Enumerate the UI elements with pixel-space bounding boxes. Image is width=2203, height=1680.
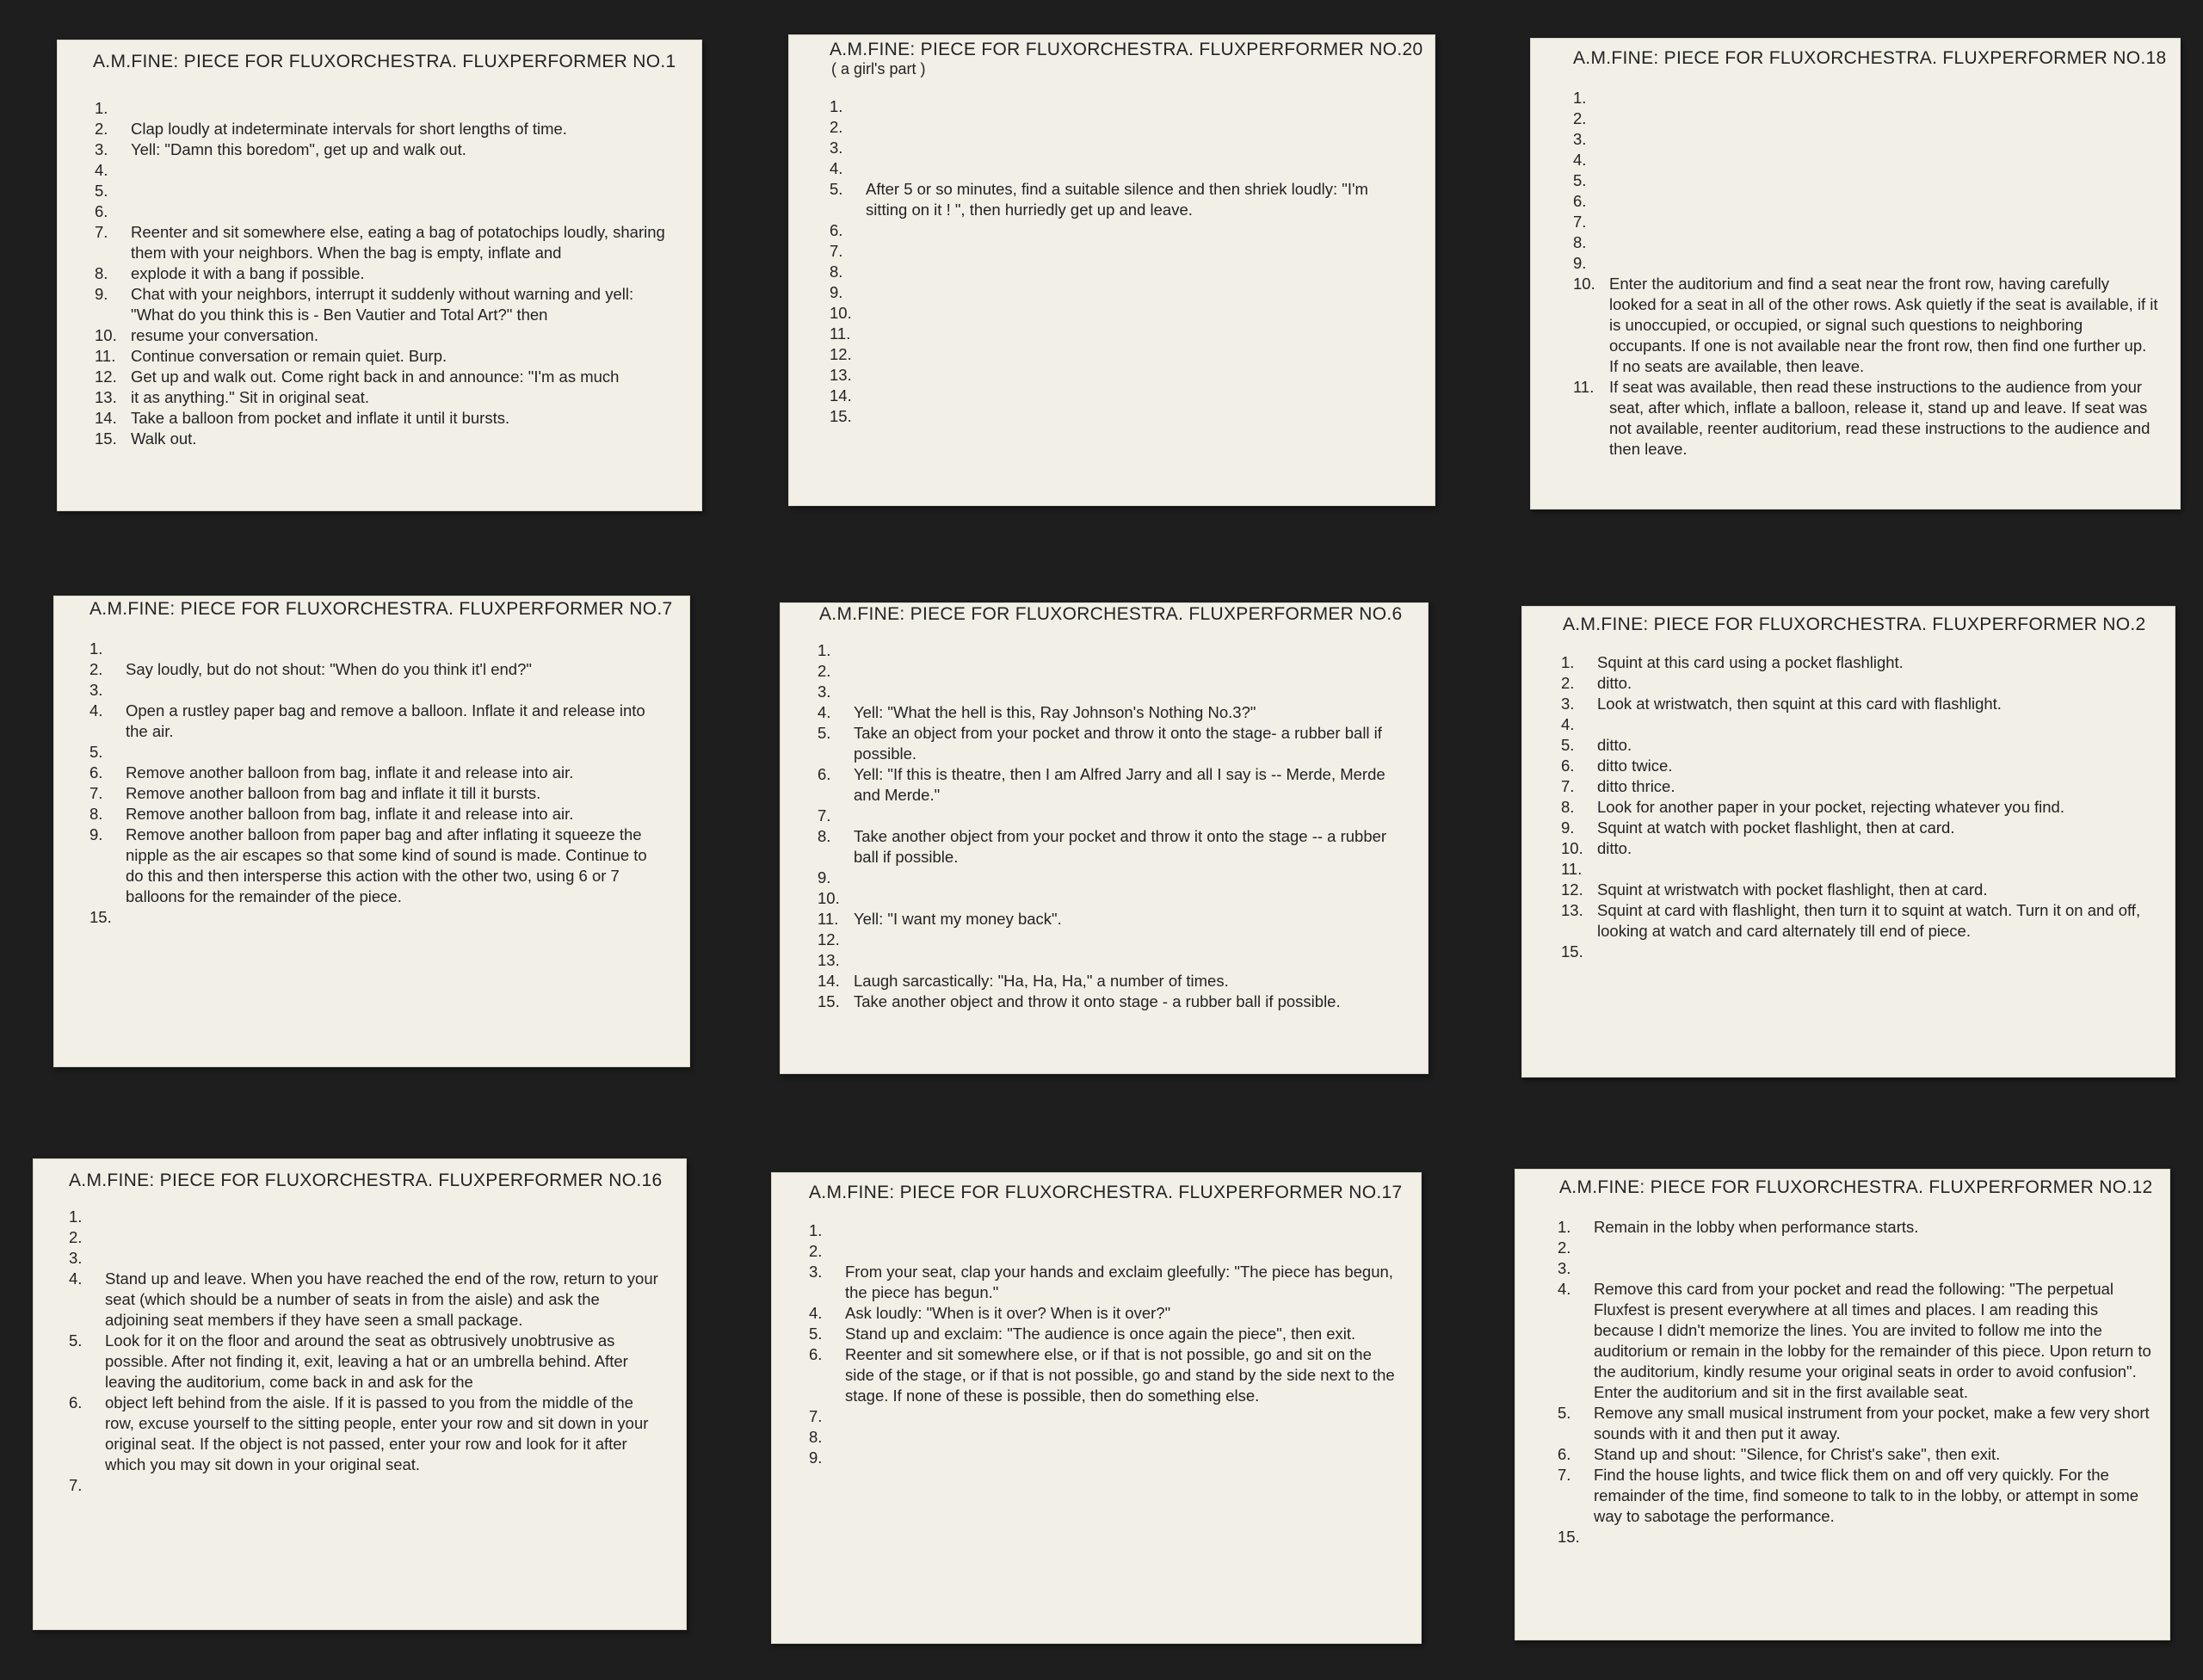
instruction-line <box>1561 735 2155 756</box>
instruction-text: explode it with a bang if possible. <box>131 264 365 282</box>
instruction-number: 8. <box>95 264 108 282</box>
instruction-text: Look at wristwatch, then squint at this card with flashlight. <box>1597 695 2002 713</box>
instruction-line <box>818 888 1411 909</box>
instruction-line <box>95 346 671 367</box>
card-instructions <box>1573 88 2158 460</box>
instruction-text: Squint at card with flashlight, then turn it to squint at watch. Turn it on and off, looking at watch and card alternately till end of piece. <box>1597 901 2141 940</box>
instruction-line <box>89 825 668 907</box>
instruction-line <box>1558 1258 2151 1279</box>
instruction-text: Find the house lights, and twice flick them on and off very quickly. For the remainder of the time, find someone to talk to in the lobby, or attempt in some way to sabotage the performance. <box>1594 1466 2139 1525</box>
instruction-line <box>1561 818 2155 838</box>
instruction-line <box>830 179 1398 220</box>
instruction-text: Remove another balloon from bag and inflate it till it bursts. <box>126 784 541 802</box>
instruction-line <box>95 263 671 284</box>
instruction-line <box>95 408 671 429</box>
instruction-line <box>1561 714 2155 735</box>
instruction-number: 6. <box>89 763 103 781</box>
instruction-number: 3. <box>95 140 108 158</box>
instruction-number: 10. <box>1573 275 1595 293</box>
instruction-line <box>1561 652 2155 673</box>
instruction-line <box>89 659 668 680</box>
instruction-line <box>809 1241 1403 1262</box>
instruction-text: From your seat, clap your hands and exclaim gleefully: "The piece has begun, the piece has begun." <box>845 1263 1393 1301</box>
instruction-number: 7. <box>95 223 108 241</box>
instruction-number: 2. <box>830 118 843 136</box>
instruction-number: 1. <box>95 99 108 117</box>
instruction-text: Stand up and leave. When you have reached the end of the row, return to your seat (which should be a number of seats in from the aisle) and ask the adjoining seat members if they have seen a small package. <box>105 1269 658 1329</box>
card-title: A.M.FINE: PIECE FOR FLUXORCHESTRA. FLUXPERFORMER NO.20 <box>830 40 1423 59</box>
instruction-line <box>818 764 1411 806</box>
card-performer-20 <box>788 34 1435 506</box>
card-performer-1 <box>57 40 702 511</box>
instruction-text: Reenter and sit somewhere else, eating a bag of potatochips loudly, sharing them with your neighbors. When the bag is empty, inflate and <box>131 223 665 262</box>
instruction-text: Take another object from your pocket and throw it onto the stage -- a rubber ball if possible. <box>854 827 1387 866</box>
instruction-line <box>830 262 1398 282</box>
instruction-number: 12. <box>1561 880 1583 899</box>
instruction-line <box>830 220 1398 241</box>
instruction-number: 4. <box>1573 151 1587 169</box>
instruction-line <box>1573 274 2158 377</box>
instruction-number: 4. <box>830 159 843 177</box>
card-instructions <box>89 639 668 928</box>
instruction-number: 13. <box>818 951 840 969</box>
instruction-line <box>95 222 671 263</box>
card-instructions <box>69 1207 663 1496</box>
instruction-line <box>830 406 1398 427</box>
instruction-line <box>89 907 668 928</box>
instruction-line <box>1558 1444 2151 1465</box>
instruction-number: 6. <box>1558 1445 1571 1463</box>
instruction-number: 13. <box>1561 901 1583 919</box>
instruction-line <box>830 282 1398 303</box>
instruction-number: 12. <box>818 930 840 948</box>
instruction-number: 6. <box>830 221 843 239</box>
instruction-line <box>830 324 1398 344</box>
instruction-number: 2. <box>1558 1238 1571 1257</box>
instruction-line <box>69 1248 663 1269</box>
card-title: A.M.FINE: PIECE FOR FLUXORCHESTRA. FLUXPERFORMER NO.17 <box>809 1183 1403 1202</box>
instruction-line <box>809 1406 1403 1427</box>
instruction-line <box>95 367 671 387</box>
instruction-text: Get up and walk out. Come right back in and announce: "I'm as much <box>131 368 620 386</box>
instruction-text: it as anything." Sit in original seat. <box>131 388 370 406</box>
instruction-line <box>95 325 671 346</box>
instruction-text: If seat was available, then read these instructions to the audience from your seat, after which, inflate a balloon, release it, stand up and leave. If seat was not available, reenter auditorium, read these instructions to the audience and then leave. <box>1609 378 2151 458</box>
instruction-line <box>89 639 668 659</box>
card-instructions <box>95 98 671 449</box>
instruction-line <box>830 344 1398 365</box>
instruction-line <box>1558 1217 2151 1238</box>
instruction-line <box>1573 253 2158 274</box>
instruction-text: Say loudly, but do not shout: "When do you think it'l end?" <box>126 660 532 678</box>
instruction-text: Stand up and shout: "Silence, for Christ's sake", then exit. <box>1594 1445 2001 1463</box>
instruction-number: 5. <box>1561 736 1575 754</box>
instruction-number: 5. <box>69 1331 83 1350</box>
instruction-text: ditto twice. <box>1597 757 1673 775</box>
card-performer-7 <box>53 596 690 1067</box>
instruction-number: 7. <box>69 1476 83 1494</box>
instruction-number: 9. <box>95 285 108 303</box>
instruction-line <box>1561 900 2155 942</box>
card-title: A.M.FINE: PIECE FOR FLUXORCHESTRA. FLUXPERFORMER NO.1 <box>93 52 676 71</box>
instruction-text: After 5 or so minutes, find a suitable silence and then shriek loudly: "I'm sitting on it ! ", then hurriedly get up and leave. <box>866 180 1368 219</box>
instruction-line <box>818 682 1411 702</box>
instruction-number: 2. <box>95 120 108 138</box>
instruction-line <box>818 909 1411 930</box>
instruction-line <box>1573 129 2158 150</box>
instruction-text: Take an object from your pocket and throw it onto the stage- a rubber ball if possible. <box>854 724 1382 763</box>
card-title: A.M.FINE: PIECE FOR FLUXORCHESTRA. FLUXPERFORMER NO.7 <box>89 599 673 619</box>
instruction-number: 12. <box>830 345 852 363</box>
instruction-number: 4. <box>89 701 103 720</box>
instruction-text: Continue conversation or remain quiet. Burp. <box>131 347 447 365</box>
instruction-line <box>89 680 668 701</box>
instruction-number: 1. <box>1561 653 1575 671</box>
instruction-number: 7. <box>1558 1466 1571 1484</box>
instruction-line <box>830 158 1398 179</box>
instruction-line <box>809 1324 1403 1344</box>
instruction-number: 3. <box>1561 695 1575 713</box>
instruction-line <box>89 783 668 804</box>
instruction-line <box>809 1303 1403 1324</box>
instruction-text: ditto. <box>1597 839 1632 857</box>
card-performer-2 <box>1521 606 2175 1078</box>
instruction-number: 8. <box>809 1428 823 1446</box>
instruction-number: 5. <box>89 743 103 761</box>
instruction-number: 2. <box>1573 109 1587 127</box>
instruction-number: 6. <box>69 1393 83 1411</box>
instruction-text: Squint at this card using a pocket flashlight. <box>1597 653 1904 671</box>
instruction-number: 15. <box>1561 942 1583 960</box>
instruction-line <box>830 117 1398 138</box>
instruction-number: 4. <box>1561 715 1575 733</box>
instruction-number: 2. <box>69 1228 83 1246</box>
instruction-line <box>818 702 1411 723</box>
instruction-line <box>95 429 671 449</box>
card-instructions <box>830 96 1398 427</box>
instruction-number: 7. <box>818 806 831 825</box>
instruction-line <box>1573 170 2158 191</box>
instruction-line <box>830 241 1398 262</box>
instruction-number: 14. <box>818 972 840 990</box>
card-performer-12 <box>1515 1169 2170 1640</box>
instruction-line <box>830 365 1398 386</box>
instruction-text: Remain in the lobby when performance starts. <box>1594 1218 1919 1236</box>
instruction-number: 6. <box>1561 757 1575 775</box>
instruction-line <box>95 139 671 160</box>
instruction-line <box>1561 838 2155 859</box>
instruction-line <box>1561 756 2155 776</box>
instruction-number: 15. <box>818 992 840 1010</box>
instruction-line <box>818 991 1411 1012</box>
instruction-number: 8. <box>830 262 843 281</box>
instruction-number: 5. <box>809 1325 823 1343</box>
instruction-text: Stand up and exclaim: "The audience is once again the piece", then exit. <box>845 1325 1356 1343</box>
instruction-number: 1. <box>1558 1218 1571 1236</box>
instruction-number: 13. <box>830 366 852 384</box>
instruction-line <box>830 138 1398 158</box>
instruction-number: 9. <box>89 825 103 843</box>
instruction-number: 3. <box>1558 1259 1571 1277</box>
instruction-text: Remove another balloon from paper bag and after inflating it squeeze the nipple as the air escapes so that some kind of sound is made. Continue to do this and then intersperse this action with the other two, using 6 or 7 balloons for the remainder of the piece. <box>126 825 647 905</box>
instruction-line <box>1558 1238 2151 1258</box>
instruction-text: Yell: "Damn this boredom", get up and walk out. <box>131 140 466 158</box>
instruction-line <box>818 950 1411 971</box>
instruction-number: 8. <box>1573 233 1587 251</box>
instruction-line <box>1558 1279 2151 1403</box>
instruction-number: 11. <box>830 324 851 343</box>
instruction-number: 8. <box>89 805 103 823</box>
card-instructions <box>1558 1217 2151 1547</box>
instruction-line <box>818 930 1411 950</box>
instruction-number: 4. <box>95 161 108 179</box>
instruction-number: 5. <box>1573 171 1587 189</box>
instruction-text: ditto. <box>1597 674 1632 692</box>
card-instructions <box>818 640 1411 1012</box>
instruction-number: 10. <box>830 304 852 322</box>
instruction-text: Look for another paper in your pocket, rejecting whatever you find. <box>1597 798 2064 816</box>
instruction-line <box>89 763 668 783</box>
instruction-number: 1. <box>830 97 843 115</box>
instruction-number: 3. <box>69 1249 83 1267</box>
instruction-number: 8. <box>818 827 831 845</box>
instruction-line <box>95 98 671 119</box>
instruction-number: 9. <box>809 1448 823 1467</box>
instruction-text: Yell: "I want my money back". <box>854 910 1062 928</box>
instruction-line <box>69 1475 663 1496</box>
instruction-line <box>95 181 671 201</box>
instruction-line <box>1558 1403 2151 1444</box>
instruction-number: 7. <box>1573 213 1587 231</box>
instruction-number: 4. <box>1558 1280 1571 1298</box>
instruction-number: 1. <box>1573 89 1587 107</box>
instruction-number: 9. <box>830 283 843 301</box>
instruction-number: 9. <box>1561 818 1575 837</box>
instruction-line <box>1561 673 2155 694</box>
instruction-text: ditto thrice. <box>1597 777 1675 795</box>
instruction-text: Walk out. <box>131 429 197 448</box>
instruction-text: Take a balloon from pocket and inflate it until it bursts. <box>131 409 510 427</box>
instruction-number: 7. <box>1561 777 1575 795</box>
instruction-text: Look for it on the floor and around the seat as obtrusively unobtrusive as possible. After not finding it, exit, leaving a hat or an umbrella behind. After leaving the auditorium, come back in and ask for the <box>105 1331 628 1391</box>
instruction-line <box>1573 108 2158 129</box>
card-performer-6 <box>780 602 1429 1074</box>
card-title: A.M.FINE: PIECE FOR FLUXORCHESTRA. FLUXPERFORMER NO.6 <box>819 604 1403 624</box>
instruction-number: 12. <box>95 368 117 386</box>
instruction-number: 1. <box>89 639 103 658</box>
instruction-number: 15. <box>1558 1528 1580 1546</box>
instruction-text: Remove another balloon from bag, inflate it and release into air. <box>126 805 574 823</box>
instruction-line <box>818 640 1411 661</box>
instruction-line <box>69 1227 663 1248</box>
instruction-text: ditto. <box>1597 736 1632 754</box>
instruction-line <box>89 701 668 742</box>
instruction-number: 1. <box>69 1208 83 1226</box>
instruction-number: 15. <box>95 429 117 448</box>
instruction-line <box>1558 1527 2151 1547</box>
instruction-line <box>1573 377 2158 460</box>
instruction-text: Laugh sarcastically: "Ha, Ha, Ha," a number of times. <box>854 972 1229 990</box>
instruction-text: Remove this card from your pocket and read the following: "The perpetual Fluxfest is present everywhere at all times and places. I am reading this because I didn't memorize the lines. You are invited to follow me into the auditorium or remain in the lobby for the remainder of this piece. Upon return to the auditorium, kindly resume your original seats in order to avoid confusion". Enter the auditorium and sit in the first available seat. <box>1594 1280 2151 1401</box>
instruction-line <box>1561 880 2155 900</box>
instruction-number: 7. <box>830 242 843 260</box>
instruction-line <box>1573 88 2158 108</box>
card-title: A.M.FINE: PIECE FOR FLUXORCHESTRA. FLUXPERFORMER NO.16 <box>69 1170 663 1190</box>
instruction-text: resume your conversation. <box>131 326 318 344</box>
instruction-number: 2. <box>1561 674 1575 692</box>
instruction-line <box>69 1269 663 1331</box>
instruction-number: 14. <box>830 386 852 405</box>
instruction-text: Ask loudly: "When is it over? When is it over?" <box>845 1304 1171 1322</box>
card-performer-17 <box>771 1172 1422 1644</box>
instruction-number: 6. <box>818 765 831 783</box>
instruction-number: 2. <box>809 1242 823 1260</box>
instruction-number: 15. <box>830 407 852 425</box>
instruction-line <box>95 160 671 181</box>
instruction-number: 5. <box>830 180 843 198</box>
instruction-number: 7. <box>89 784 103 802</box>
instruction-number: 5. <box>818 724 831 742</box>
instruction-text: Reenter and sit somewhere else, or if that is not possible, go and sit on the side of the stage, or if that is not possible, go and stand by the side next to the stage. If none of these is possible, then do something else. <box>845 1345 1395 1405</box>
instruction-line <box>69 1207 663 1227</box>
instruction-line <box>1561 942 2155 962</box>
instruction-number: 13. <box>95 388 117 406</box>
instruction-number: 5. <box>1558 1404 1571 1422</box>
instruction-number: 3. <box>809 1263 823 1281</box>
instruction-number: 3. <box>1573 130 1587 148</box>
instruction-line <box>830 96 1398 117</box>
instruction-number: 4. <box>818 703 831 721</box>
card-performer-18 <box>1530 38 2181 510</box>
instruction-text: Squint at wristwatch with pocket flashlight, then at card. <box>1597 880 1988 899</box>
instruction-number: 14. <box>95 409 117 427</box>
instruction-number: 7. <box>809 1407 823 1425</box>
instruction-text: Clap loudly at indeterminate intervals for short lengths of time. <box>131 120 567 138</box>
instruction-line <box>830 386 1398 406</box>
instruction-number: 6. <box>809 1345 823 1363</box>
instruction-line <box>818 826 1411 868</box>
instruction-number: 10. <box>818 889 840 907</box>
instruction-text: Remove any small musical instrument from your pocket, make a few very short sounds with it and then put it away. <box>1594 1404 2150 1442</box>
instruction-line <box>89 742 668 763</box>
instruction-number: 3. <box>830 139 843 157</box>
instruction-number: 10. <box>1561 839 1583 857</box>
instruction-line <box>69 1331 663 1393</box>
instruction-line <box>809 1344 1403 1406</box>
instruction-number: 4. <box>69 1269 83 1288</box>
instruction-line <box>809 1427 1403 1448</box>
instruction-line <box>1561 776 2155 797</box>
instruction-text: Open a rustley paper bag and remove a balloon. Inflate it and release into the air. <box>126 701 645 740</box>
instruction-line <box>818 868 1411 888</box>
instruction-line <box>1561 859 2155 880</box>
instruction-text: Enter the auditorium and find a seat near the front row, having carefully looked for a seat in all of the other rows. Ask quietly if the seat is available, if it is unoccupied, or occupied, or signal such questions to neighboring occupants. If one is not available near the front row, then find one further up. If no seats are available, then leave. <box>1609 275 2158 375</box>
instruction-line <box>1573 212 2158 232</box>
instruction-line <box>1558 1465 2151 1527</box>
instruction-text: Take another object and throw it onto stage - a rubber ball if possible. <box>854 992 1341 1010</box>
instruction-number: 9. <box>1573 254 1587 272</box>
instruction-number: 2. <box>89 660 103 678</box>
instruction-line <box>1561 797 2155 818</box>
instruction-line <box>1573 150 2158 170</box>
instruction-number: 11. <box>1561 860 1583 878</box>
card-instructions <box>1561 652 2155 962</box>
instruction-line <box>95 119 671 139</box>
card-title: A.M.FINE: PIECE FOR FLUXORCHESTRA. FLUXPERFORMER NO.12 <box>1559 1177 2153 1197</box>
instruction-line <box>89 804 668 825</box>
instruction-line <box>818 971 1411 991</box>
instruction-number: 5. <box>95 182 108 200</box>
instruction-line <box>1573 191 2158 212</box>
instruction-number: 11. <box>818 910 839 928</box>
instruction-text: Squint at watch with pocket flashlight, then at card. <box>1597 818 1955 837</box>
instruction-text: Remove another balloon from bag, inflate it and release into air. <box>126 763 574 781</box>
instruction-line <box>818 723 1411 764</box>
instruction-line <box>809 1262 1403 1303</box>
card-subtitle: ( a girl's part ) <box>831 60 926 77</box>
instruction-line <box>818 806 1411 826</box>
instruction-line <box>830 303 1398 324</box>
instruction-line <box>95 201 671 222</box>
instruction-line <box>69 1393 663 1475</box>
card-instructions <box>809 1220 1403 1468</box>
instruction-line <box>818 661 1411 682</box>
instruction-text: object left behind from the aisle. If it is passed to you from the middle of the row, excuse yourself to the sitting people, enter your row and sit down in your original seat. If the object is not passed, enter your row and look for it after which you may sit down in your original seat. <box>105 1393 649 1473</box>
instruction-number: 11. <box>1573 378 1595 396</box>
instruction-number: 9. <box>818 868 831 886</box>
instruction-line <box>809 1220 1403 1241</box>
instruction-number: 6. <box>95 202 108 220</box>
instruction-number: 2. <box>818 662 831 680</box>
instruction-number: 6. <box>1573 192 1587 210</box>
instruction-number: 4. <box>809 1304 823 1322</box>
instruction-number: 8. <box>1561 798 1575 816</box>
instruction-line <box>809 1448 1403 1468</box>
instruction-line <box>1573 232 2158 253</box>
instruction-line <box>1561 694 2155 714</box>
instruction-line <box>95 284 671 325</box>
card-performer-16 <box>33 1158 687 1630</box>
instruction-text: Yell: "If this is theatre, then I am Alfred Jarry and all I say is -- Merde, Merde and Merde." <box>854 765 1385 804</box>
instruction-number: 1. <box>818 641 831 659</box>
instruction-number: 3. <box>818 682 831 701</box>
instruction-text: Chat with your neighbors, interrupt it suddenly without warning and yell: "What do you think this is - Ben Vautier and Total Art?" then <box>131 285 634 324</box>
instruction-number: 10. <box>95 326 117 344</box>
instruction-number: 11. <box>95 347 116 365</box>
instruction-number: 15. <box>89 908 112 926</box>
instruction-number: 1. <box>809 1221 823 1239</box>
card-title: A.M.FINE: PIECE FOR FLUXORCHESTRA. FLUXPERFORMER NO.18 <box>1573 48 2167 68</box>
card-title: A.M.FINE: PIECE FOR FLUXORCHESTRA. FLUXPERFORMER NO.2 <box>1563 615 2146 634</box>
instruction-text: Yell: "What the hell is this, Ray Johnson's Nothing No.3?" <box>854 703 1256 721</box>
instruction-number: 3. <box>89 681 103 699</box>
instruction-line <box>95 387 671 408</box>
